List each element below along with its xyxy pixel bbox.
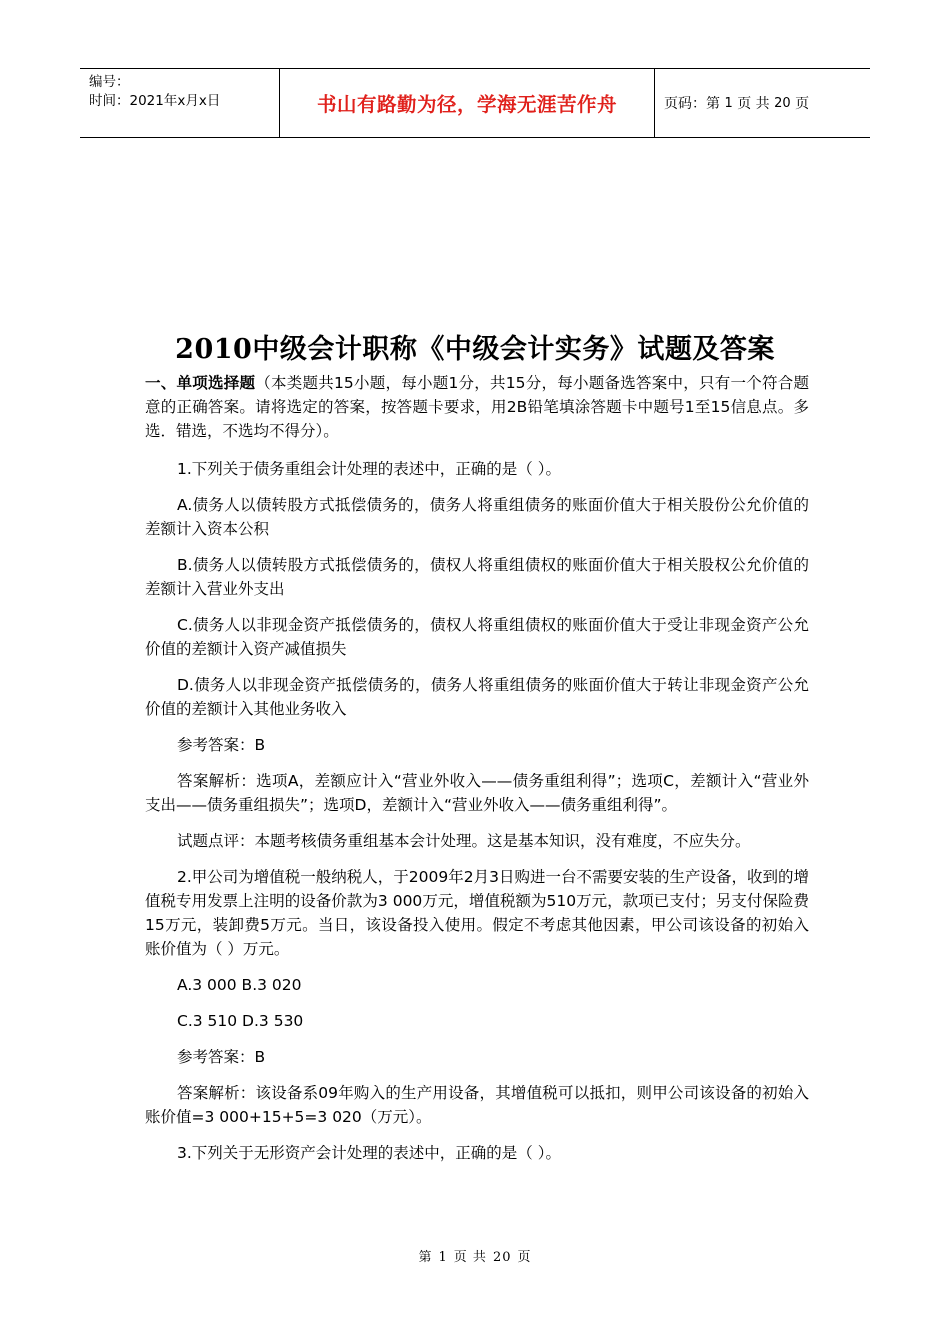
footer-prefix: 第 xyxy=(418,1250,433,1265)
header-page-number: 1 xyxy=(724,95,733,111)
q1-comment: 试题点评：本题考核债务重组基本会计处理。这是基本知识，没有难度，不应失分。 xyxy=(177,832,751,850)
footer-suffix: 页 xyxy=(517,1250,532,1265)
q1-explanation: 答案解析：选项A，差额应计入“营业外收入——债务重组利得”；选项C，差额计入“营业外支出——债务重组损失”；选项D，差额计入“营业外收入——债务重组利得”。 xyxy=(145,772,809,814)
section-intro xyxy=(145,371,809,443)
section-heading: 一、单项选择题 xyxy=(145,374,256,392)
header-page-total: 20 xyxy=(774,95,791,111)
section-instructions: （本类题共15小题，每小题1分，共15分，每小题备选答案中，只有一个符合题意的正确答案。请将选定的答案，按答题卡要求，用2B铅笔填涂答题卡中题号1至15信息点。多选．错选，不选均不得分）。 xyxy=(145,374,809,440)
header-page-suffix: 页 xyxy=(795,96,810,112)
question-2: 2.甲公司为增值税一般纳税人，于2009年2月3日购进一台不需要安装的生产设备，收到的增值税专用发票上注明的设备价款为3 000万元，增值税额为510万元，款项已支付；另支付保险费15万元，装卸费5万元。当日，该设备投入使用。假定不考虑其他因素，甲公司该设备的初始入账价值为（ ）万元。 xyxy=(145,868,809,958)
header-motto: 书山有路勤为径，学海无涯苦作舟 xyxy=(280,69,655,137)
footer-mid: 页 共 xyxy=(453,1250,487,1265)
q1-answer: 参考答案：B xyxy=(177,736,266,754)
q2-options-cd: C.3 510 D.3 530 xyxy=(177,1012,304,1030)
header-page-mid: 页 共 xyxy=(737,96,770,112)
q1-option-d: D.债务人以非现金资产抵偿债务的，债务人将重组债务的账面价值大于转让非现金资产公允价值的差额计入其他业务收入 xyxy=(145,676,809,718)
q1-option-a: A.债务人以债转股方式抵偿债务的，债务人将重组债务的账面价值大于相关股份公允价值的差额计入资本公积 xyxy=(145,496,809,538)
footer-page-total: 20 xyxy=(492,1250,512,1265)
q1-option-c: C.债务人以非现金资产抵偿债务的，债权人将重组债权的账面价值大于受让非现金资产公允价值的差额计入资产减值损失 xyxy=(145,616,809,658)
q2-answer: 参考答案：B xyxy=(177,1048,266,1066)
footer-page-number: 1 xyxy=(438,1250,448,1265)
time-label: 时间：2021年x月x日 xyxy=(89,93,221,109)
document-title: 2010中级会计职称《中级会计实务》试题及答案 xyxy=(175,334,775,365)
page-header xyxy=(80,68,870,138)
document-body xyxy=(145,371,809,1177)
header-page-prefix: 页码：第 xyxy=(664,96,720,112)
page-footer xyxy=(0,1246,950,1265)
header-meta xyxy=(80,69,280,137)
q2-explanation: 答案解析：该设备系09年购入的生产用设备，其增值税可以抵扣，则甲公司该设备的初始入账价值=3 000+15+5=3 020（万元）。 xyxy=(145,1084,809,1126)
question-3: 3.下列关于无形资产会计处理的表述中，正确的是（ ）。 xyxy=(177,1144,561,1162)
q2-options-ab: A.3 000 B.3 020 xyxy=(177,976,302,994)
question-1: 1.下列关于债务重组会计处理的表述中，正确的是（ ）。 xyxy=(177,460,561,478)
header-page-info xyxy=(655,69,870,137)
q1-option-b: B.债务人以债转股方式抵偿债务的，债权人将重组债权的账面价值大于相关股权公允价值的差额计入营业外支出 xyxy=(145,556,809,598)
serial-label: 编号： xyxy=(89,74,130,90)
